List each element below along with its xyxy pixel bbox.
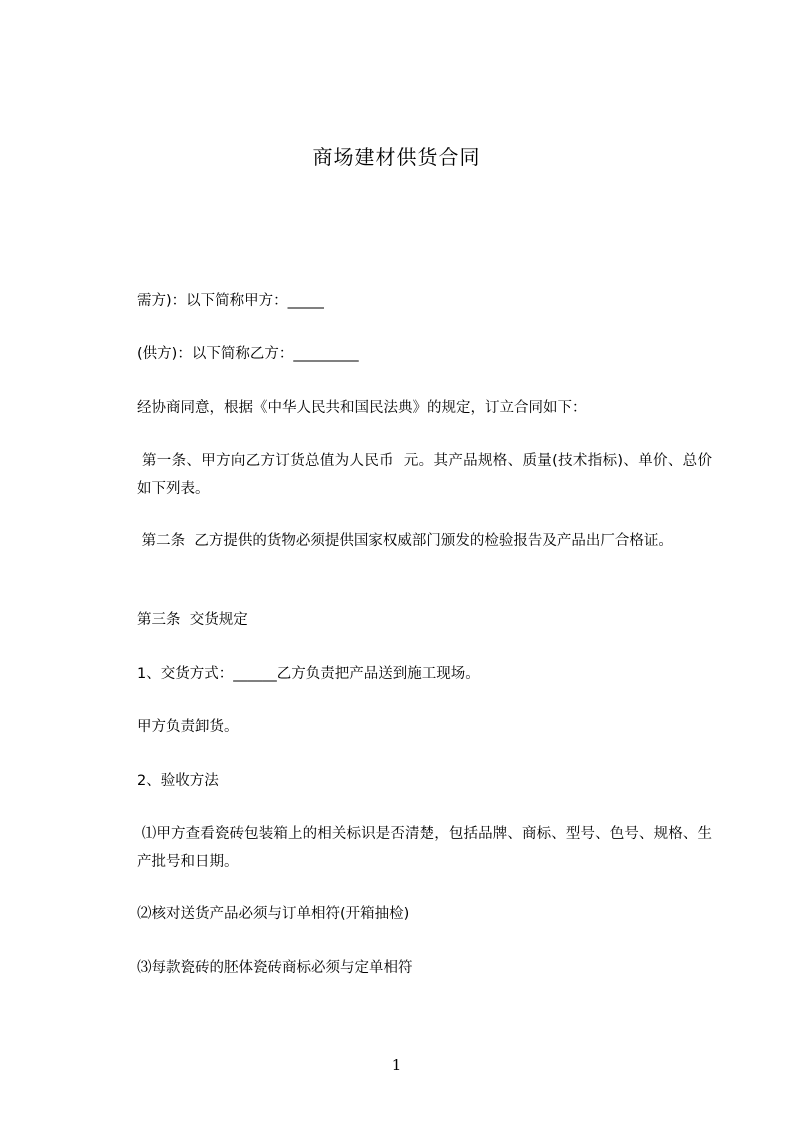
paragraph-party-b: (供方)：以下简称乙方：_________ — [137, 346, 359, 362]
paragraph-unloading: 甲方负责卸货。 — [137, 719, 239, 735]
paragraph-article-2: 第二条 乙方提供的货物必须提供国家权威部门颁发的检验报告及产品出厂合格证。 — [137, 533, 673, 549]
paragraph-party-a: 需方)：以下简称甲方：_____ — [137, 293, 324, 309]
paragraph-acceptance-2: ⑵核对送货产品必须与订单相符(开箱抽检) — [137, 906, 410, 922]
paragraph-article-1: 第一条、甲方向乙方订货总值为人民币 元。其产品规格、质量(技术指标)、单价、总价如下列表。 — [137, 453, 712, 497]
paragraph-acceptance-3: ⑶每款瓷砖的胚体瓷砖商标必须与定单相符 — [137, 960, 413, 976]
paragraph-acceptance-1: ⑴甲方查看瓷砖包装箱上的相关标识是否清楚，包括品牌、商标、型号、色号、规格、生产批号和日期。 — [137, 826, 713, 870]
paragraph-acceptance-heading: 2、验收方法 — [137, 773, 219, 789]
document-title: 商场建材供货合同 — [312, 145, 481, 169]
page-number: 1 — [391, 1056, 402, 1074]
paragraph-article-3-heading: 第三条 交货规定 — [137, 612, 248, 628]
paragraph-delivery-method: 1、交货方式：______乙方负责把产品送到施工现场。 — [137, 666, 480, 682]
paragraph-preamble: 经协商同意，根据《中华人民共和国民法典》的规定，订立合同如下： — [137, 400, 587, 416]
